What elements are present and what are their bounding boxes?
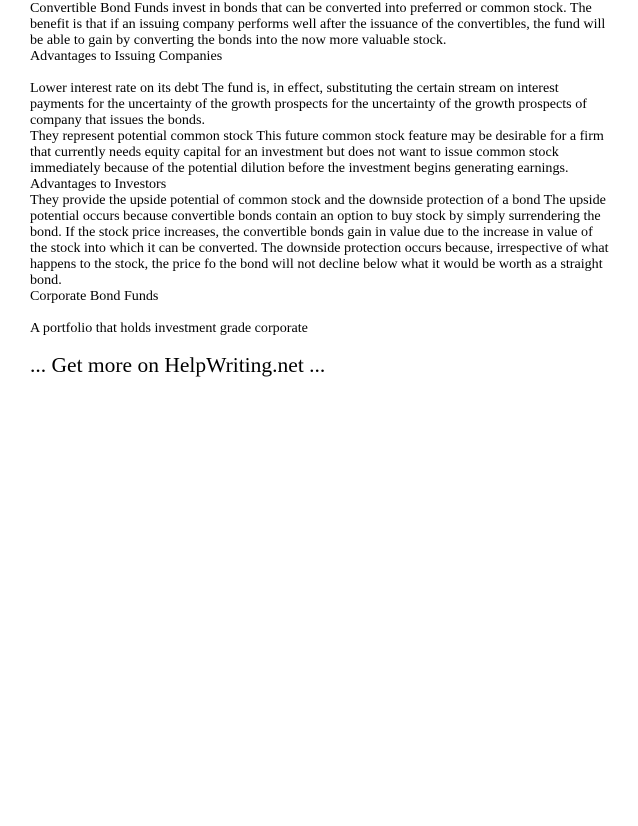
paragraph-lower-interest: Lower interest rate on its debt The fund is, in effect, substituting the certain stream on interest payments for the uncertainty of the growth prospects for the uncertainty of the growth prospects of company that issues the bonds.: [30, 80, 587, 128]
paragraph-intro: Convertible Bond Funds invest in bonds that can be converted into preferred or common stock. The benefit is that if an issuing company performs well after the issuance of the convertibles, the fund will be able to gain by converting the bonds into the now more valuable stock.: [30, 0, 606, 48]
paragraph-spacer: [30, 304, 610, 320]
heading-advantages-issuing-companies: Advantages to Issuing Companies: [30, 48, 223, 64]
paragraph-potential-common-stock: They represent potential common stock This future common stock feature may be desirable for a firm that currently needs equity capital for an investment but does not want to issue common stock immediately because of the potential dilution before the investment begins generating earnings.: [30, 128, 604, 176]
paragraph-spacer: [30, 64, 610, 80]
get-more-link[interactable]: ... Get more on HelpWriting.net ...: [30, 353, 326, 377]
document-page: [30, 0, 610, 377]
paragraph-upside-downside: They provide the upside potential of common stock and the downside protection of a bond The upside potential occurs because convertible bonds contain an option to buy stock by simply surrendering the bond. If the stock price increases, the convertible bonds gain in value due to the increase in value of the stock into which it can be converted. The downside protection occurs because, irrespective of what happens to the stock, the price fo the bond will not decline below what it would be worth as a straight bond.: [30, 192, 609, 288]
heading-advantages-investors: Advantages to Investors: [30, 176, 167, 192]
paragraph-portfolio: A portfolio that holds investment grade corporate: [30, 320, 308, 336]
heading-corporate-bond-funds: Corporate Bond Funds: [30, 288, 159, 304]
